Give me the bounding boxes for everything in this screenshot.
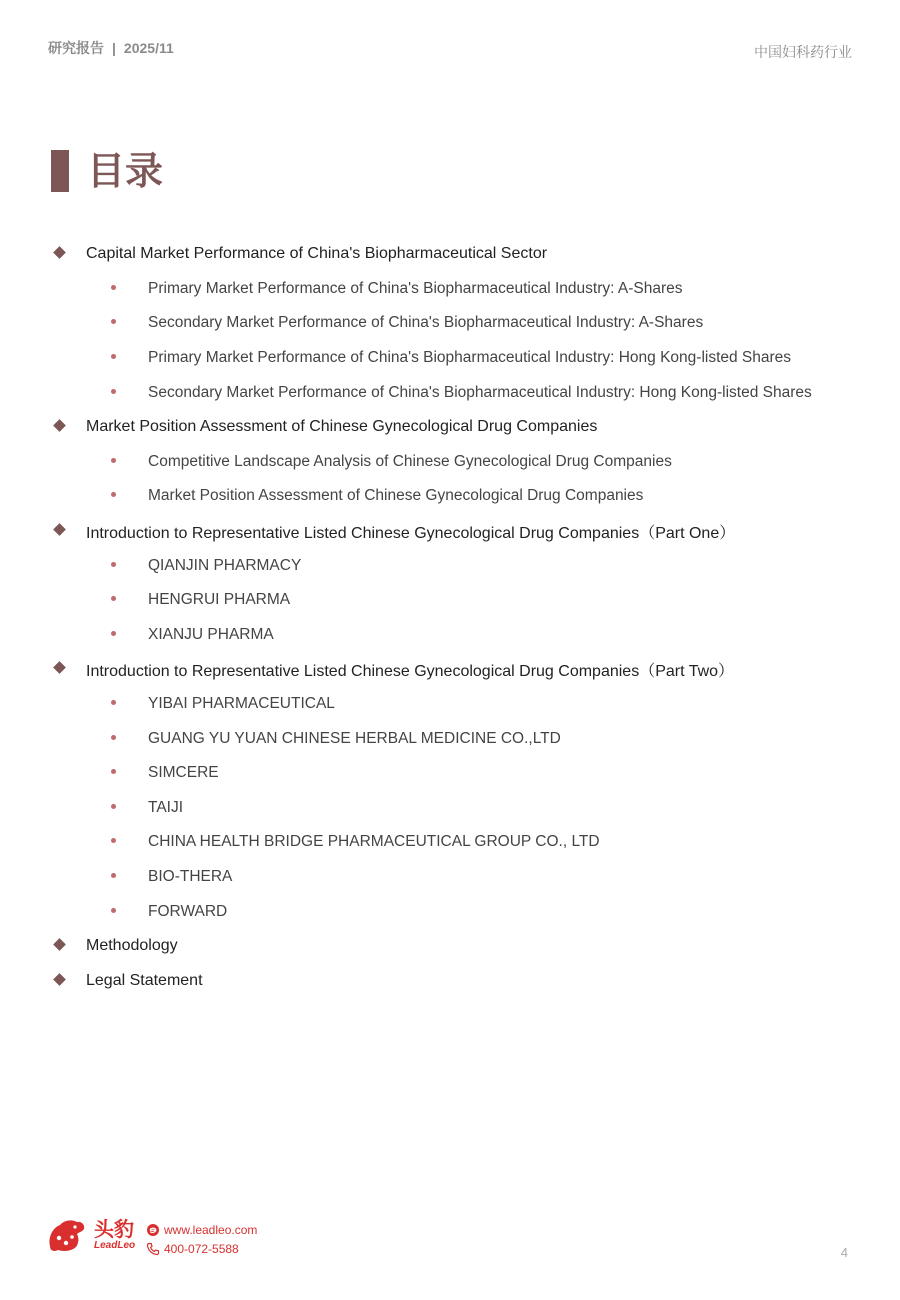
diamond-icon	[53, 938, 66, 951]
dot-icon	[111, 700, 116, 705]
dot-icon	[111, 873, 116, 878]
toc-label: BIO-THERA	[148, 867, 233, 885]
diamond-icon	[53, 246, 66, 259]
dot-icon	[111, 389, 116, 394]
dot-icon	[111, 838, 116, 843]
toc-label: CHINA HEALTH BRIDGE PHARMACEUTICAL GROUP CO., LTD	[148, 833, 600, 851]
toc-label: QIANJIN PHARMACY	[148, 556, 302, 574]
toc-label: Methodology	[86, 937, 178, 955]
toc-subsection[interactable]	[0, 445, 900, 480]
brand-name-cn: 头豹	[94, 1217, 134, 1241]
dot-icon	[111, 596, 116, 601]
dot-icon	[111, 285, 116, 290]
toc-subsection[interactable]	[0, 341, 900, 376]
toc-section[interactable]	[0, 237, 900, 272]
diamond-icon	[53, 662, 66, 675]
toc-subsection[interactable]	[0, 687, 900, 722]
toc-section[interactable]	[0, 963, 900, 998]
diamond-icon	[53, 523, 66, 536]
web-icon	[146, 1223, 160, 1237]
toc-label: Market Position Assessment of Chinese Gynecological Drug Companies	[86, 418, 598, 436]
toc-subsection[interactable]	[0, 825, 900, 860]
toc-subsection[interactable]	[0, 756, 900, 791]
dot-icon	[111, 804, 116, 809]
title-accent-bar	[51, 150, 69, 192]
toc-label: Legal Statement	[86, 971, 203, 989]
report-meta	[48, 38, 174, 58]
toc-label: SIMCERE	[148, 764, 219, 782]
toc-subsection[interactable]	[0, 791, 900, 826]
toc-subsection[interactable]	[0, 306, 900, 341]
toc-label: Primary Market Performance of China's Biopharmaceutical Industry: Hong Kong-listed Shares	[148, 349, 792, 367]
page-number: 4	[840, 1245, 848, 1260]
toc-section[interactable]	[0, 410, 900, 445]
toc-subsection[interactable]	[0, 548, 900, 583]
toc-subsection[interactable]	[0, 860, 900, 895]
table-of-contents	[0, 237, 900, 998]
toc-label: GUANG YU YUAN CHINESE HERBAL MEDICINE CO.,LTD	[148, 729, 561, 747]
toc-subsection[interactable]	[0, 375, 900, 410]
dot-icon	[111, 354, 116, 359]
toc-section[interactable]	[0, 652, 900, 687]
toc-subsection[interactable]	[0, 618, 900, 653]
report-date: 2025/11	[123, 40, 174, 56]
dot-icon	[111, 908, 116, 913]
header-separator: |	[112, 40, 116, 56]
toc-section[interactable]	[0, 929, 900, 964]
brand-name-en: LeadLeo	[94, 1240, 136, 1251]
toc-subsection[interactable]	[0, 721, 900, 756]
toc-subsection[interactable]	[0, 479, 900, 514]
dot-icon	[111, 769, 116, 774]
industry-label: 中国妇科药行业	[754, 44, 852, 60]
brand	[94, 1218, 135, 1252]
toc-label: Primary Market Performance of China's Biopharmaceutical Industry: A-Shares	[148, 279, 683, 297]
toc-label: TAIJI	[148, 798, 184, 816]
dot-icon	[111, 735, 116, 740]
report-label: 研究报告	[48, 40, 104, 56]
toc-label: YIBAI PHARMACEUTICAL	[148, 695, 335, 713]
dot-icon	[111, 631, 116, 636]
dot-icon	[111, 492, 116, 497]
toc-subsection[interactable]	[0, 583, 900, 618]
toc-title	[51, 150, 163, 192]
toc-section[interactable]	[0, 514, 900, 549]
page-title: 目录	[87, 149, 164, 193]
diamond-icon	[53, 973, 66, 986]
phone-row	[146, 1239, 257, 1258]
diamond-icon	[53, 419, 66, 432]
website-row	[146, 1220, 257, 1239]
toc-label: Introduction to Representative Listed Chinese Gynecological Drug Companies（Part Two）	[86, 662, 735, 680]
contact-info	[146, 1220, 257, 1258]
phone-icon	[146, 1242, 160, 1256]
toc-label: Secondary Market Performance of China's Biopharmaceutical Industry: Hong Kong-listed Shares	[148, 383, 812, 401]
toc-subsection[interactable]	[0, 894, 900, 929]
toc-label: XIANJU PHARMA	[148, 625, 274, 643]
leopard-logo-icon	[46, 1216, 86, 1254]
toc-label: Capital Market Performance of China's Biopharmaceutical Sector	[86, 245, 548, 263]
toc-label: Secondary Market Performance of China's Biopharmaceutical Industry: A-Shares	[148, 314, 704, 332]
toc-label: Competitive Landscape Analysis of Chinese Gynecological Drug Companies	[148, 452, 672, 470]
website-link[interactable]: www.leadleo.com	[164, 1222, 258, 1237]
toc-label: Market Position Assessment of Chinese Gynecological Drug Companies	[148, 487, 644, 505]
toc-subsection[interactable]	[0, 272, 900, 307]
phone-number[interactable]: 400-072-5588	[164, 1241, 239, 1256]
toc-label: FORWARD	[148, 902, 228, 920]
toc-label: Introduction to Representative Listed Chinese Gynecological Drug Companies（Part One）	[86, 524, 736, 542]
dot-icon	[111, 319, 116, 324]
toc-label: HENGRUI PHARMA	[148, 591, 291, 609]
dot-icon	[111, 562, 116, 567]
dot-icon	[111, 458, 116, 463]
